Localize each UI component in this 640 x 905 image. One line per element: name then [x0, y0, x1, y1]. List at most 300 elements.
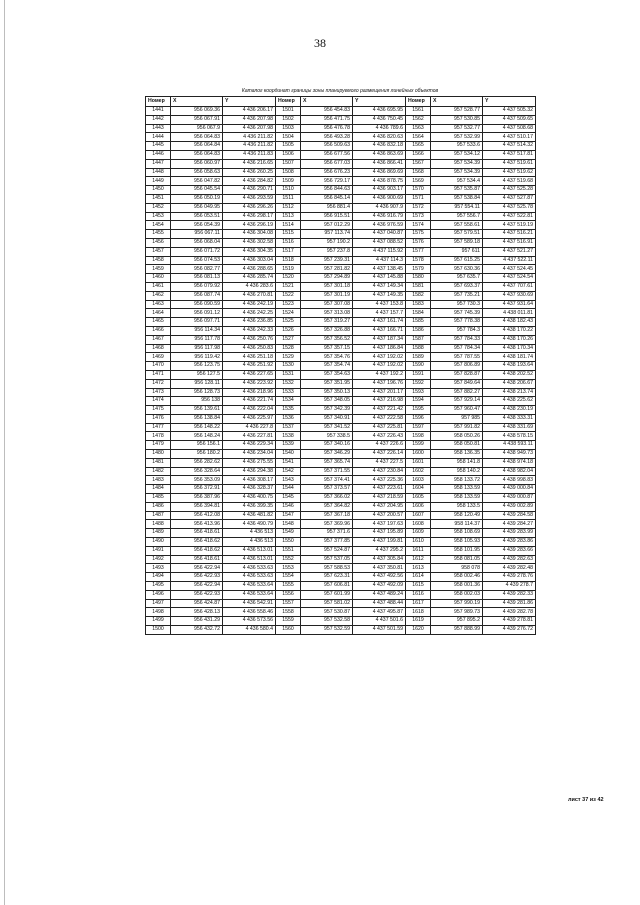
y-coordinate-cell: 4 437 197.63 [353, 520, 406, 529]
header-number-2: Номер [276, 97, 301, 107]
y-coordinate-cell: 4 437 157.7 [353, 309, 406, 318]
y-coordinate-cell: 4 437 153.8 [353, 300, 406, 309]
x-coordinate-cell: 956 067.9 [171, 124, 223, 133]
table-row [146, 274, 536, 283]
x-coordinate-cell: 956 422.93 [171, 573, 223, 582]
y-coordinate-cell: 4 438 982.04 [483, 467, 536, 476]
y-coordinate-cell: 4 437 707.61 [483, 282, 536, 291]
point-number-cell: 1569 [406, 177, 431, 186]
point-number-cell: 1564 [406, 133, 431, 142]
page-number: 38 [314, 36, 326, 50]
table-row [146, 573, 536, 582]
point-number-cell: 1537 [276, 423, 301, 432]
point-number-cell: 1579 [406, 265, 431, 274]
point-number-cell: 1541 [276, 458, 301, 467]
x-coordinate-cell: 956 418.62 [171, 538, 223, 547]
point-number-cell: 1498 [146, 608, 171, 617]
y-coordinate-cell: 4 436 251.18 [223, 353, 276, 362]
point-number-cell: 1565 [406, 142, 431, 151]
x-coordinate-cell: 956 677.56 [301, 150, 353, 159]
point-number-cell: 1460 [146, 274, 171, 283]
table-row [146, 467, 536, 476]
y-coordinate-cell: 4 439 000.84 [483, 485, 536, 494]
y-coordinate-cell: 4 437 521.27 [483, 247, 536, 256]
x-coordinate-cell: 956 844.63 [301, 186, 353, 195]
x-coordinate-cell: 956 047.82 [171, 177, 223, 186]
y-coordinate-cell: 4 437 524.54 [483, 274, 536, 283]
y-coordinate-cell: 4 438 331.69 [483, 423, 536, 432]
x-coordinate-cell: 956 064.83 [171, 133, 223, 142]
x-coordinate-cell: 958 001.36 [431, 582, 483, 591]
y-coordinate-cell: 4 436 533.63 [223, 573, 276, 582]
x-coordinate-cell: 956 418.61 [171, 529, 223, 538]
table-row [146, 406, 536, 415]
y-coordinate-cell: 4 436 207.98 [223, 124, 276, 133]
point-number-cell: 1618 [406, 608, 431, 617]
point-number-cell: 1474 [146, 397, 171, 406]
y-coordinate-cell: 4 437 517.81 [483, 150, 536, 159]
table-row [146, 203, 536, 212]
y-coordinate-cell: 4 436 304.35 [223, 247, 276, 256]
y-coordinate-cell: 4 436 236.85 [223, 318, 276, 327]
y-coordinate-cell: 4 437 040.87 [353, 230, 406, 239]
y-coordinate-cell: 4 437 226.6 [353, 441, 406, 450]
x-coordinate-cell: 957 538.84 [431, 194, 483, 203]
point-number-cell: 1529 [276, 353, 301, 362]
y-coordinate-cell: 4 438 333.31 [483, 414, 536, 423]
y-coordinate-cell: 4 438 949.73 [483, 450, 536, 459]
point-number-cell: 1478 [146, 432, 171, 441]
x-coordinate-cell: 957 190.2 [301, 238, 353, 247]
y-coordinate-cell: 4 436 298.17 [223, 212, 276, 221]
y-coordinate-cell: 4 438 181.74 [483, 353, 536, 362]
x-coordinate-cell: 957 354.74 [301, 362, 353, 371]
point-number-cell: 1472 [146, 379, 171, 388]
point-number-cell: 1611 [406, 546, 431, 555]
point-number-cell: 1441 [146, 107, 171, 116]
y-coordinate-cell: 4 437 501.59 [353, 626, 406, 635]
y-coordinate-cell: 4 437 115.92 [353, 247, 406, 256]
y-coordinate-cell: 4 437 350.81 [353, 564, 406, 573]
y-coordinate-cell: 4 437 166.71 [353, 326, 406, 335]
point-number-cell: 1554 [276, 573, 301, 582]
y-coordinate-cell: 4 436 869.69 [353, 168, 406, 177]
x-coordinate-cell: 956 845.14 [301, 194, 353, 203]
x-coordinate-cell: 957 534.39 [431, 168, 483, 177]
table-caption: Каталог координат границы зоны планируемого размещения линейных объектов [241, 88, 439, 94]
y-coordinate-cell: 4 436 328.37 [223, 485, 276, 494]
point-number-cell: 1590 [406, 362, 431, 371]
y-coordinate-cell: 4 437 199.81 [353, 538, 406, 547]
x-coordinate-cell: 956 413.96 [171, 520, 223, 529]
x-coordinate-cell: 957 534.4 [431, 177, 483, 186]
x-coordinate-cell: 957 589.18 [431, 238, 483, 247]
y-coordinate-cell: 4 436 903.17 [353, 186, 406, 195]
point-number-cell: 1518 [276, 256, 301, 265]
y-coordinate-cell: 4 436 400.75 [223, 494, 276, 503]
table-row [146, 590, 536, 599]
table-row [146, 107, 536, 116]
y-coordinate-cell: 4 436 211.83 [223, 150, 276, 159]
point-number-cell: 1522 [276, 291, 301, 300]
x-coordinate-cell: 957 530.87 [301, 608, 353, 617]
point-number-cell: 1561 [406, 107, 431, 116]
y-coordinate-cell: 4 437 525.78 [483, 203, 536, 212]
y-coordinate-cell: 4 436 296.26 [223, 203, 276, 212]
x-coordinate-cell: 957 532.77 [431, 124, 483, 133]
point-number-cell: 1482 [146, 467, 171, 476]
point-number-cell: 1449 [146, 177, 171, 186]
y-coordinate-cell: 4 436 513 [223, 529, 276, 538]
y-coordinate-cell: 4 439 278.7 [483, 582, 536, 591]
point-number-cell: 1547 [276, 511, 301, 520]
y-coordinate-cell: 4 436 789.6 [353, 124, 406, 133]
y-coordinate-cell: 4 437 527.87 [483, 194, 536, 203]
x-coordinate-cell: 956 081.13 [171, 274, 223, 283]
point-number-cell: 1598 [406, 432, 431, 441]
point-number-cell: 1534 [276, 397, 301, 406]
x-coordinate-cell: 957 354.63 [301, 370, 353, 379]
x-coordinate-cell: 956 148.24 [171, 432, 223, 441]
x-coordinate-cell: 957 730.3 [431, 300, 483, 309]
y-coordinate-cell: 4 437 295.2 [353, 546, 406, 555]
point-number-cell: 1544 [276, 485, 301, 494]
y-coordinate-cell: 4 436 242.25 [223, 309, 276, 318]
y-coordinate-cell: 4 436 832.18 [353, 142, 406, 151]
table-row [146, 529, 536, 538]
table-row [146, 502, 536, 511]
y-coordinate-cell: 4 436 916.79 [353, 212, 406, 221]
table-row [146, 432, 536, 441]
y-coordinate-cell: 4 436 283.6 [223, 282, 276, 291]
x-coordinate-cell: 957 373.57 [301, 485, 353, 494]
x-coordinate-cell: 957 588.53 [301, 564, 353, 573]
x-coordinate-cell: 957 623.31 [301, 573, 353, 582]
x-coordinate-cell: 957 828.87 [431, 370, 483, 379]
y-coordinate-cell: 4 436 878.75 [353, 177, 406, 186]
x-coordinate-cell: 957 849.64 [431, 379, 483, 388]
table-row [146, 238, 536, 247]
y-coordinate-cell: 4 437 225.36 [353, 476, 406, 485]
point-number-cell: 1463 [146, 300, 171, 309]
x-coordinate-cell: 956 090.59 [171, 300, 223, 309]
point-number-cell: 1597 [406, 423, 431, 432]
point-number-cell: 1494 [146, 573, 171, 582]
x-coordinate-cell: 957 989.73 [431, 608, 483, 617]
table-row [146, 362, 536, 371]
y-coordinate-cell: 4 436 513 [223, 538, 276, 547]
table-row [146, 511, 536, 520]
x-coordinate-cell: 956 049.95 [171, 203, 223, 212]
table-row [146, 520, 536, 529]
table-row [146, 494, 536, 503]
x-coordinate-cell: 956 128.11 [171, 379, 223, 388]
table-row [146, 326, 536, 335]
x-coordinate-cell: 956 079.92 [171, 282, 223, 291]
point-number-cell: 1521 [276, 282, 301, 291]
x-coordinate-cell: 957 301.19 [301, 291, 353, 300]
table-row [146, 230, 536, 239]
point-number-cell: 1525 [276, 318, 301, 327]
x-coordinate-cell: 957 579.51 [431, 230, 483, 239]
y-coordinate-cell: 4 437 495.87 [353, 608, 406, 617]
point-number-cell: 1609 [406, 529, 431, 538]
table-row [146, 318, 536, 327]
y-coordinate-cell: 4 436 216.65 [223, 159, 276, 168]
point-number-cell: 1600 [406, 450, 431, 459]
point-number-cell: 1602 [406, 467, 431, 476]
point-number-cell: 1461 [146, 282, 171, 291]
x-coordinate-cell: 956 431.29 [171, 617, 223, 626]
y-coordinate-cell: 4 436 900.69 [353, 194, 406, 203]
y-coordinate-cell: 4 437 114.3 [353, 256, 406, 265]
point-number-cell: 1577 [406, 247, 431, 256]
x-coordinate-cell: 957 354.76 [301, 353, 353, 362]
y-coordinate-cell: 4 439 000.87 [483, 494, 536, 503]
y-coordinate-cell: 4 436 558.46 [223, 608, 276, 617]
table-row [146, 186, 536, 195]
point-number-cell: 1536 [276, 414, 301, 423]
x-coordinate-cell: 957 281.82 [301, 265, 353, 274]
x-coordinate-cell: 957 524.87 [301, 546, 353, 555]
x-coordinate-cell: 957 301.18 [301, 282, 353, 291]
point-number-cell: 1486 [146, 502, 171, 511]
point-number-cell: 1573 [406, 212, 431, 221]
table-row [146, 177, 536, 186]
y-coordinate-cell: 4 438 170.26 [483, 335, 536, 344]
x-coordinate-cell: 956 074.53 [171, 256, 223, 265]
point-number-cell: 1560 [276, 626, 301, 635]
table-row [146, 335, 536, 344]
y-coordinate-cell: 4 436 284.82 [223, 177, 276, 186]
point-number-cell: 1476 [146, 414, 171, 423]
x-coordinate-cell: 956 148.22 [171, 423, 223, 432]
y-coordinate-cell: 4 438 974.18 [483, 458, 536, 467]
x-coordinate-cell: 956 050.19 [171, 194, 223, 203]
y-coordinate-cell: 4 439 281.86 [483, 599, 536, 608]
x-coordinate-cell: 956 117.78 [171, 335, 223, 344]
y-coordinate-cell: 4 437 505.32 [483, 107, 536, 116]
point-number-cell: 1508 [276, 168, 301, 177]
y-coordinate-cell: 4 439 283.99 [483, 529, 536, 538]
point-number-cell: 1539 [276, 441, 301, 450]
y-coordinate-cell: 4 438 202.52 [483, 370, 536, 379]
y-coordinate-cell: 4 436 296.19 [223, 221, 276, 230]
y-coordinate-cell: 4 438 170.22 [483, 326, 536, 335]
x-coordinate-cell: 958 050.26 [431, 432, 483, 441]
x-coordinate-cell: 956 432.72 [171, 626, 223, 635]
point-number-cell: 1485 [146, 494, 171, 503]
point-number-cell: 1583 [406, 300, 431, 309]
point-number-cell: 1475 [146, 406, 171, 415]
y-coordinate-cell: 4 437 223.61 [353, 485, 406, 494]
y-coordinate-cell: 4 436 270.81 [223, 291, 276, 300]
x-coordinate-cell: 956 387.96 [171, 494, 223, 503]
point-number-cell: 1612 [406, 555, 431, 564]
x-coordinate-cell: 957 778.38 [431, 318, 483, 327]
x-coordinate-cell: 956 394.81 [171, 502, 223, 511]
x-coordinate-cell: 957 556.7 [431, 212, 483, 221]
x-coordinate-cell: 957 787.55 [431, 353, 483, 362]
point-number-cell: 1556 [276, 590, 301, 599]
x-coordinate-cell: 958 002.46 [431, 573, 483, 582]
y-coordinate-cell: 4 436 533.63 [223, 564, 276, 573]
x-coordinate-cell: 958 101.95 [431, 546, 483, 555]
x-coordinate-cell: 956 119.42 [171, 353, 223, 362]
x-coordinate-cell: 956 091.12 [171, 309, 223, 318]
y-coordinate-cell: 4 437 931.64 [483, 300, 536, 309]
point-number-cell: 1608 [406, 520, 431, 529]
point-number-cell: 1452 [146, 203, 171, 212]
point-number-cell: 1487 [146, 511, 171, 520]
x-coordinate-cell: 958 108.69 [431, 529, 483, 538]
point-number-cell: 1489 [146, 529, 171, 538]
y-coordinate-cell: 4 437 226.14 [353, 450, 406, 459]
y-coordinate-cell: 4 436 288.65 [223, 265, 276, 274]
point-number-cell: 1473 [146, 388, 171, 397]
x-coordinate-cell: 956 053.51 [171, 212, 223, 221]
x-coordinate-cell: 957 581.02 [301, 599, 353, 608]
x-coordinate-cell: 957 532.99 [431, 133, 483, 142]
point-number-cell: 1543 [276, 476, 301, 485]
x-coordinate-cell: 957 554.11 [431, 203, 483, 212]
x-coordinate-cell: 957 377.85 [301, 538, 353, 547]
header-number-1: Номер [146, 97, 171, 107]
x-coordinate-cell: 957 537.05 [301, 555, 353, 564]
point-number-cell: 1506 [276, 150, 301, 159]
point-number-cell: 1557 [276, 599, 301, 608]
point-number-cell: 1516 [276, 238, 301, 247]
y-coordinate-cell: 4 436 542.91 [223, 599, 276, 608]
y-coordinate-cell: 4 437 519.19 [483, 221, 536, 230]
x-coordinate-cell: 956 677.03 [301, 159, 353, 168]
y-coordinate-cell: 4 436 976.59 [353, 221, 406, 230]
y-coordinate-cell: 4 437 501.6 [353, 617, 406, 626]
x-coordinate-cell: 957 534.39 [431, 159, 483, 168]
point-number-cell: 1586 [406, 326, 431, 335]
point-number-cell: 1619 [406, 617, 431, 626]
point-number-cell: 1490 [146, 538, 171, 547]
point-number-cell: 1503 [276, 124, 301, 133]
y-coordinate-cell: 4 436 222.04 [223, 406, 276, 415]
y-coordinate-cell: 4 436 206.17 [223, 107, 276, 116]
y-coordinate-cell: 4 439 283.66 [483, 546, 536, 555]
point-number-cell: 1533 [276, 388, 301, 397]
point-number-cell: 1451 [146, 194, 171, 203]
point-number-cell: 1470 [146, 362, 171, 371]
x-coordinate-cell: 956 123.75 [171, 362, 223, 371]
point-number-cell: 1517 [276, 247, 301, 256]
point-number-cell: 1558 [276, 608, 301, 617]
table-row [146, 458, 536, 467]
table-row [146, 124, 536, 133]
point-number-cell: 1542 [276, 467, 301, 476]
y-coordinate-cell: 4 437 516.21 [483, 230, 536, 239]
y-coordinate-cell: 4 437 519.62 [483, 168, 536, 177]
point-number-cell: 1468 [146, 344, 171, 353]
point-number-cell: 1477 [146, 423, 171, 432]
table-row [146, 555, 536, 564]
x-coordinate-cell: 958 133.59 [431, 485, 483, 494]
y-coordinate-cell: 4 439 276.72 [483, 626, 536, 635]
y-coordinate-cell: 4 439 283.86 [483, 538, 536, 547]
header-y-3: Y [483, 97, 536, 107]
x-coordinate-cell: 956 424.87 [171, 599, 223, 608]
point-number-cell: 1589 [406, 353, 431, 362]
y-coordinate-cell: 4 437 218.59 [353, 494, 406, 503]
y-coordinate-cell: 4 436 225.97 [223, 414, 276, 423]
x-coordinate-cell: 956 097.71 [171, 318, 223, 327]
point-number-cell: 1562 [406, 115, 431, 124]
table-row [146, 265, 536, 274]
x-coordinate-cell: 956 045.54 [171, 186, 223, 195]
point-number-cell: 1444 [146, 133, 171, 142]
y-coordinate-cell: 4 439 002.89 [483, 502, 536, 511]
x-coordinate-cell: 956 069.36 [171, 107, 223, 116]
x-coordinate-cell: 957 784.34 [431, 344, 483, 353]
point-number-cell: 1567 [406, 159, 431, 168]
point-number-cell: 1497 [146, 599, 171, 608]
point-number-cell: 1593 [406, 388, 431, 397]
y-coordinate-cell: 4 436 260.25 [223, 168, 276, 177]
y-coordinate-cell: 4 436 308.17 [223, 476, 276, 485]
y-coordinate-cell: 4 436 866.41 [353, 159, 406, 168]
y-coordinate-cell: 4 437 221.42 [353, 406, 406, 415]
y-coordinate-cell: 4 436 490.79 [223, 520, 276, 529]
point-number-cell: 1447 [146, 159, 171, 168]
x-coordinate-cell: 957 340.91 [301, 414, 353, 423]
point-number-cell: 1546 [276, 502, 301, 511]
y-coordinate-cell: 4 436 302.58 [223, 238, 276, 247]
point-number-cell: 1501 [276, 107, 301, 116]
point-number-cell: 1550 [276, 538, 301, 547]
point-number-cell: 1551 [276, 546, 301, 555]
point-number-cell: 1614 [406, 573, 431, 582]
point-number-cell: 1520 [276, 274, 301, 283]
y-coordinate-cell: 4 436 250.76 [223, 335, 276, 344]
y-coordinate-cell: 4 437 204.95 [353, 502, 406, 511]
point-number-cell: 1555 [276, 582, 301, 591]
y-coordinate-cell: 4 438 593.11 [483, 441, 536, 450]
point-number-cell: 1514 [276, 221, 301, 230]
x-coordinate-cell: 957 530.85 [431, 115, 483, 124]
y-coordinate-cell: 4 437 524.45 [483, 265, 536, 274]
table-row [146, 599, 536, 608]
point-number-cell: 1493 [146, 564, 171, 573]
point-number-cell: 1591 [406, 370, 431, 379]
point-number-cell: 1584 [406, 309, 431, 318]
x-coordinate-cell: 958 136.35 [431, 450, 483, 459]
x-coordinate-cell: 958 133.72 [431, 476, 483, 485]
y-coordinate-cell: 4 437 201.17 [353, 388, 406, 397]
point-number-cell: 1480 [146, 450, 171, 459]
table-row [146, 300, 536, 309]
x-coordinate-cell: 957 985 [431, 414, 483, 423]
x-coordinate-cell: 957 374.41 [301, 476, 353, 485]
x-coordinate-cell: 956 493.28 [301, 133, 353, 142]
table-row [146, 115, 536, 124]
x-coordinate-cell: 956 328.64 [171, 467, 223, 476]
x-coordinate-cell: 958 081.05 [431, 555, 483, 564]
x-coordinate-cell: 957 371.6 [301, 529, 353, 538]
point-number-cell: 1617 [406, 599, 431, 608]
y-coordinate-cell: 4 437 200.57 [353, 511, 406, 520]
point-number-cell: 1574 [406, 221, 431, 230]
x-coordinate-cell: 958 114.37 [431, 520, 483, 529]
y-coordinate-cell: 4 436 533.64 [223, 590, 276, 599]
x-coordinate-cell: 957 326.88 [301, 326, 353, 335]
x-coordinate-cell: 957 366.02 [301, 494, 353, 503]
